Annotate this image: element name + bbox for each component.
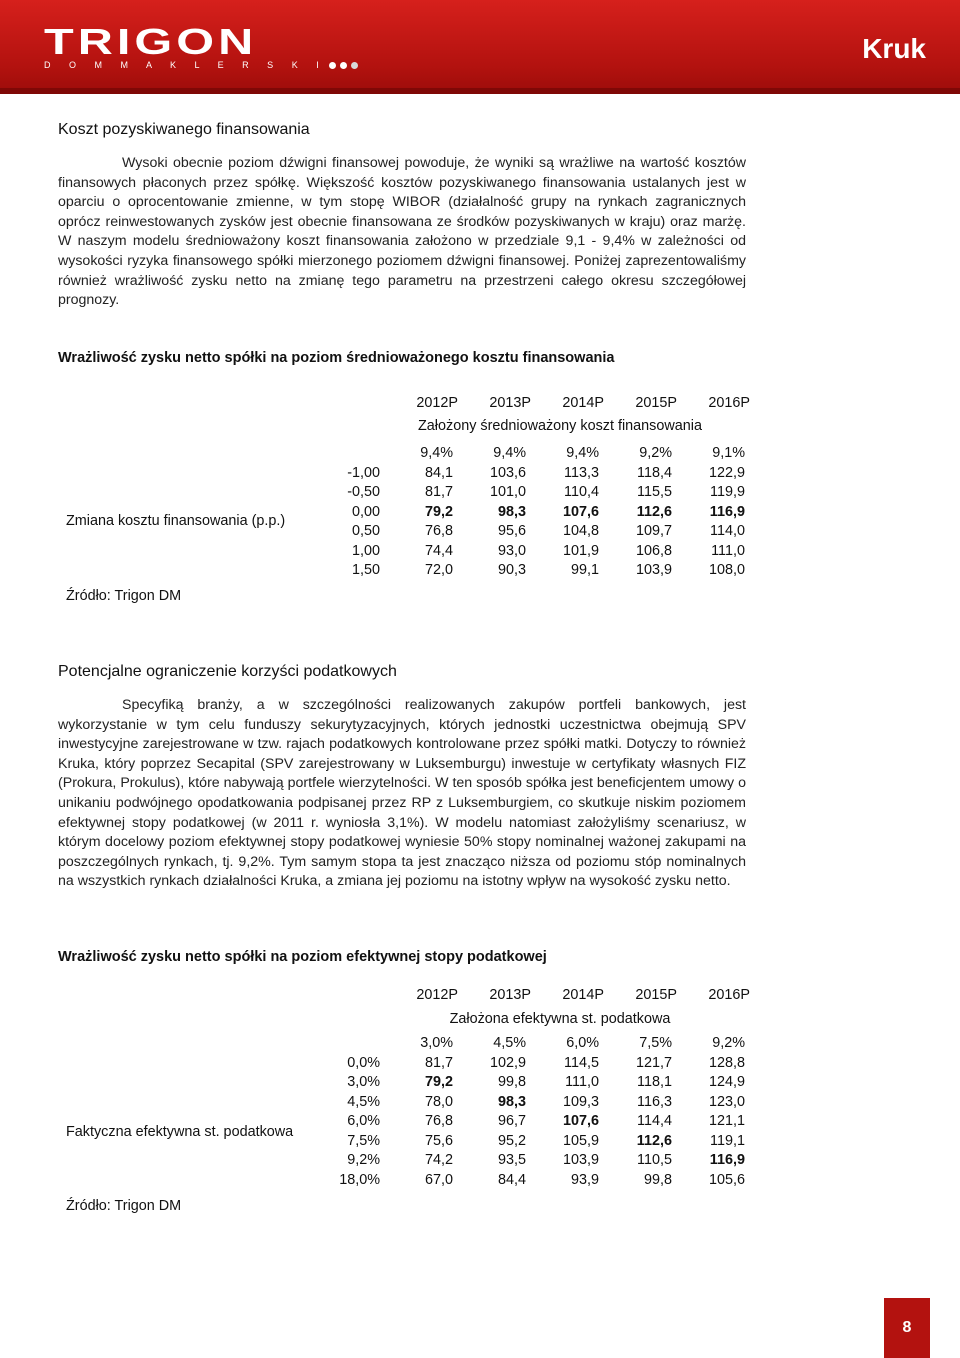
table2-cell: 98,3: [497, 1093, 526, 1110]
table1-row: [300, 464, 750, 484]
table2-cell: 67,0: [424, 1171, 453, 1188]
table1-cell: 9,1%: [712, 445, 745, 461]
table2-year-3: 2015P: [635, 987, 677, 1003]
table2-cell: 81,7: [424, 1054, 453, 1071]
table1-year-1: 2013P: [489, 395, 531, 411]
table1-cell: 112,6: [636, 503, 672, 520]
section1-paragraph-text: Wysoki obecnie poziom dźwigni finansowej powoduje, że wyniki są wrażliwe na wartość kosztów finansowych płaconych przez spółkę. Większość kosztów pozyskiwanego finansowania ustalanych jest w oparciu o oprocentowanie zmienne, w tym stopę WIBOR (działalność grupy na rynkach zagranicznych oprócz reinwestowanych zysków jest obecnie finansowana ze środków pozyskiwanych w kraju) oraz marżę. W naszym modelu średnioważony koszt finansowania założono w przedziale 9,1 - 9,4% w zależności od wysokości ryzyka finansowego spółki mierzonego poziomem dźwigni finansowej. Poniżej zaprezentowaliśmy również wrażliwość zysku netto na zmianę tego parametru na przestrzeni całego okresu szczegółowej prognozy.: [58, 155, 746, 309]
table2-cell: 95,2: [497, 1132, 526, 1149]
table1-cell: 95,6: [497, 523, 526, 539]
table2-row: [300, 1112, 750, 1132]
table1-cell: 101,0: [489, 484, 526, 500]
table2-cell: 114,4: [637, 1113, 672, 1129]
table2-cell: 119,1: [710, 1132, 745, 1149]
section2-heading: Potencjalne ograniczenie korzyści podatkowych: [58, 663, 397, 680]
table1-row: [300, 503, 750, 523]
table2-row-label: 0,0%: [347, 1054, 380, 1071]
table1-row-label: 0,50: [351, 523, 380, 539]
table2-cell: 102,9: [489, 1054, 526, 1071]
table2-row: [300, 1171, 750, 1191]
section1-paragraph: [58, 154, 746, 311]
table2-year-header: [380, 987, 750, 1003]
table2-cell: 124,9: [708, 1074, 745, 1090]
table2-cell: 99,8: [497, 1074, 526, 1090]
table1-cell: 9,4%: [493, 445, 526, 461]
table2-cell: 3,0%: [420, 1035, 453, 1051]
table1-cell: 9,2%: [639, 445, 672, 461]
table2-cell: 84,4: [497, 1171, 526, 1188]
table2-year-2: 2014P: [562, 987, 604, 1003]
table2-cell: 105,6: [708, 1171, 745, 1188]
table2-cell: 116,9: [709, 1152, 745, 1168]
table2-year-0: 2012P: [416, 987, 458, 1003]
table2-cell: 114,5: [564, 1054, 599, 1071]
table2-cell: 76,8: [424, 1113, 453, 1129]
table2-cell: 79,2: [424, 1074, 453, 1090]
table2-cell: 110,5: [637, 1152, 672, 1168]
table1-cell: 76,8: [424, 523, 453, 539]
table2-row: [300, 1151, 750, 1171]
table2-year-1: 2013P: [489, 987, 531, 1003]
table1-cell: 79,2: [424, 503, 453, 520]
table1-cell: 9,4%: [566, 445, 599, 461]
table1-cell: 84,1: [424, 464, 453, 481]
section2-paragraph-text: Specyfiką branży, a w szczególności realizowanych zakupów portfeli bankowych, jest wykorzystanie w tym celu funduszy sekurytyzacyjnych, których jednostki uczestnictwa obejmują SPV inwestycyjne zarejestrowane w tzw. rajach podatkowych kontrolowane przez spółki matki. Dotyczy to również Kruka, który poprzez Secapital (SPV zarejestrowany w Luksemburgu) inwestuje w certyfikaty własnych FIZ (Prokura, Prokulus), które nabywają portfele wierzytelności. W ten sposób spółka jest beneficjentem umowy o unikaniu podwójnego opodatkowania podpisanej przez RP z Luksemburgiem, co skutkuje niskim poziomem efektywnej stopy podatkowej (w 2011 r. wyniosła 3,1%). W modelu natomiast założyliśmy scenariusz, w którym docelowy poziom efektywnej stopy podatkowej wyniesie 50% stopy nominalnej ważonej zakupami na poszczególnych rynkach, tj. 9,2%. Tym samym stopa ta jest znacząco niższa od poziomu stóp nominalnych na wszystkich rynkach działalności Kruka, a zmiana jej poziomu na istotny wpływ na wysokość zysku netto.: [58, 697, 746, 890]
table1-title: Wrażliwość zysku netto spółki na poziom średnioważonego kosztu finansowania: [58, 350, 615, 366]
table2-row: [300, 1034, 750, 1054]
table2-cell: 116,3: [637, 1093, 672, 1110]
table1-cell: 122,9: [708, 464, 745, 481]
table1-row-label: 1,50: [351, 562, 380, 578]
table1-cell: 103,9: [635, 562, 672, 578]
table1-cell: 101,9: [562, 542, 599, 559]
table1-cell: 72,0: [424, 562, 453, 578]
table2-cell: 78,0: [424, 1093, 453, 1110]
table2-row: [300, 1054, 750, 1074]
table1-cell: 113,3: [564, 464, 599, 481]
table2-cell: 118,1: [637, 1074, 672, 1090]
table1-cell: 109,7: [635, 523, 672, 539]
trigon-logo: [44, 21, 358, 70]
table2-subheading: Założona efektywna st. podatkowa: [449, 1011, 671, 1027]
table1-row: [300, 561, 750, 581]
page-number: 8: [884, 1298, 930, 1358]
table1-cell: 99,1: [570, 562, 599, 578]
table2-cell: 105,9: [562, 1132, 599, 1149]
table2-row-label: 7,5%: [347, 1132, 380, 1149]
table2-cell: 121,7: [635, 1054, 672, 1071]
table2-cell: 96,7: [497, 1113, 526, 1129]
table1-row: [300, 483, 750, 503]
table2-cell: 93,9: [570, 1171, 599, 1188]
table2-row-label: 4,5%: [347, 1093, 380, 1110]
table1-subheading: Założony średnioważony koszt finansowania: [418, 418, 702, 434]
table1-cell: 98,3: [497, 503, 526, 520]
page-header: [0, 0, 960, 94]
table1-cell: 114,0: [710, 523, 745, 539]
table1-row: [300, 542, 750, 562]
table1-row: [300, 522, 750, 542]
table2-cell: 128,8: [708, 1054, 745, 1071]
table1-cell: 103,6: [489, 464, 526, 481]
table1-cell: 9,4%: [420, 445, 453, 461]
table2-cell: 4,5%: [493, 1035, 526, 1051]
table2-row: [300, 1132, 750, 1152]
table2-year-4: 2016P: [708, 987, 750, 1003]
table1-cell: 116,9: [709, 503, 745, 520]
table1-row: [300, 444, 750, 464]
table2-row-label: 18,0%: [339, 1171, 380, 1188]
table2-row-label: [300, 1034, 380, 1054]
table1-row-label: -0,50: [347, 484, 380, 500]
table2-cell: 93,5: [497, 1152, 526, 1168]
table1-year-3: 2015P: [635, 395, 677, 411]
logo-wordmark: TRIGON: [44, 21, 258, 62]
table2-cell: 112,6: [636, 1132, 672, 1149]
table1-cell: 104,8: [562, 523, 599, 539]
table1-cell: 74,4: [424, 542, 453, 559]
table1-year-header: [380, 395, 750, 411]
table2-cell: 7,5%: [639, 1035, 672, 1051]
section2-paragraph: [58, 696, 746, 892]
table1-year-2: 2014P: [562, 395, 604, 411]
table2-row-label: 9,2%: [347, 1152, 380, 1168]
table2-cell: 6,0%: [566, 1035, 599, 1051]
table2-cell: 121,1: [708, 1113, 745, 1129]
table2-row-label: 6,0%: [347, 1113, 380, 1129]
table1-row-label: 0,00: [351, 503, 380, 520]
table2-cell: 107,6: [562, 1113, 599, 1129]
table1-cell: 108,0: [708, 562, 745, 578]
table1-cell: 110,4: [564, 484, 599, 500]
table1-year-0: 2012P: [416, 395, 458, 411]
table2-source: Źródło: Trigon DM: [66, 1198, 182, 1214]
table2-row: [300, 1073, 750, 1093]
table2-cell: 74,2: [424, 1152, 453, 1168]
table1-row-label: 1,00: [351, 542, 380, 559]
table1-cell: 115,5: [637, 484, 672, 500]
table2-cell: 123,0: [708, 1093, 745, 1110]
table1-cell: 107,6: [562, 503, 599, 520]
table1-year-4: 2016P: [708, 395, 750, 411]
table1-side-label: Zmiana kosztu finansowania (p.p.): [66, 513, 286, 529]
table2-title: Wrażliwość zysku netto spółki na poziom efektywnej stopy podatkowej: [58, 949, 547, 965]
table1-cell: 90,3: [497, 562, 526, 578]
table2-cell: 103,9: [562, 1152, 599, 1168]
table2-cell: 99,8: [643, 1171, 672, 1188]
table1-cell: 81,7: [424, 484, 453, 500]
header-stripe: [0, 88, 960, 94]
logo-dots-icon: [329, 62, 358, 69]
table2-cell: 9,2%: [712, 1035, 745, 1051]
table2-cell: 111,0: [565, 1074, 599, 1090]
table1-row-label: -1,00: [347, 464, 380, 481]
table2-row: [300, 1093, 750, 1113]
table1-source: Źródło: Trigon DM: [66, 588, 182, 604]
table1-row-label: [300, 444, 380, 464]
table2-cell: 75,6: [424, 1132, 453, 1149]
table1-cell: 118,4: [637, 464, 672, 481]
table2-cell: 109,3: [562, 1093, 599, 1110]
table2-row-label: 3,0%: [347, 1074, 380, 1090]
company-name: Kruk: [862, 33, 926, 64]
table1-cell: 106,8: [635, 542, 672, 559]
section1-heading: Koszt pozyskiwanego finansowania: [58, 121, 310, 138]
table1-cell: 111,0: [711, 542, 745, 559]
table1-cell: 119,9: [710, 484, 745, 500]
table2-side-label: Faktyczna efektywna st. podatkowa: [66, 1124, 294, 1140]
table1-cell: 93,0: [497, 542, 526, 559]
logo-subtitle-text: D O M M A K L E R S K I: [44, 60, 327, 70]
